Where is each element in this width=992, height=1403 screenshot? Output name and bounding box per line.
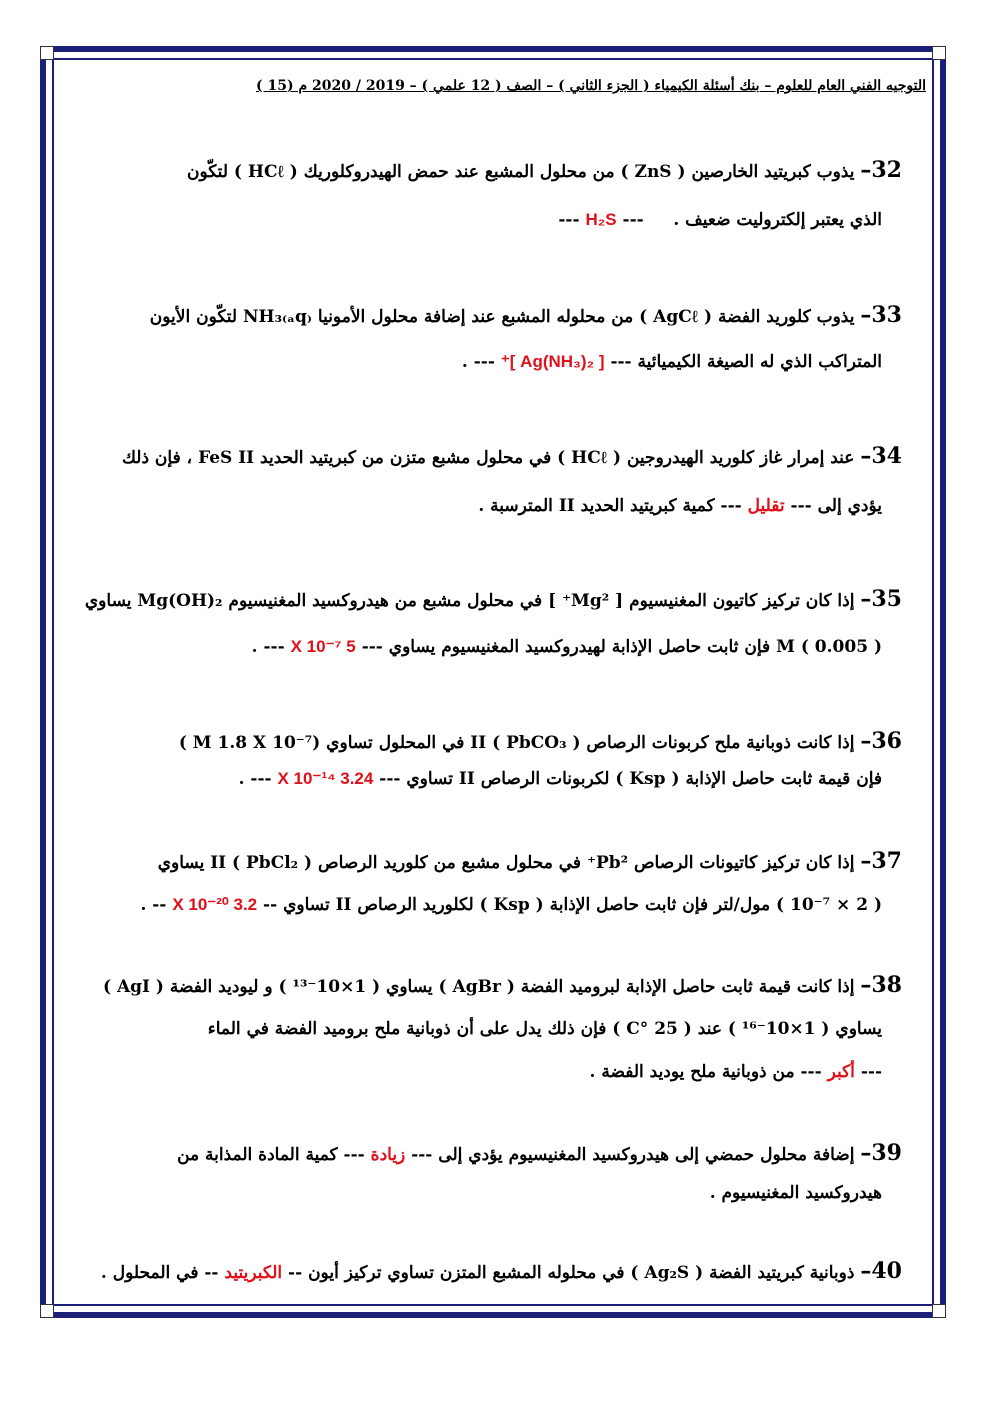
question-number: 36– [860, 728, 902, 754]
question-32-line2: الذي يعتبر إلكتروليت ضعيف . --- H₂S --- [558, 210, 882, 230]
question-38-line1: 38– إذا كانت قيمة ثابت حاصل الإذابة لبروميد الفضة ( AgBr ) يساوي ( 1×10⁻¹³ ) و ليوديد الفضة ( AgI ) [103, 972, 902, 998]
answer-39: زيادة [370, 1145, 406, 1165]
question-32-line1: 32– يذوب كبريتيد الخارصين ( ZnS ) من محلول المشبع عند حمض الهيدروكلوريك ( HCℓ ) لتكّون [187, 157, 902, 183]
page-header: التوجيه الفني العام للعلوم – بنك أسئلة الكيمياء ( الجزء الثاني ) – الصف ( 12 علمي ) – 2019 / 2020 م (15 ) [255, 78, 926, 94]
question-number: 40– [860, 1258, 902, 1284]
question-number: 35– [860, 586, 902, 612]
question-number: 33– [860, 302, 902, 328]
question-37-line1: 37– إذا كان تركيز كاتيونات الرصاص Pb²⁺ في محلول مشبع من كلوريد الرصاص II ( PbCl₂ ) يساوي [157, 848, 902, 874]
question-34-line1: 34– عند إمرار غاز كلوريد الهيدروجين ( HCℓ ) في محلول مشبع متزن من كبريتيد الحديد FeS II ، فإن ذلك [121, 443, 902, 469]
answer-32: H₂S [585, 210, 617, 229]
answer-37: 3.2 X 10⁻²⁰ [172, 895, 258, 914]
frame-corner [932, 46, 946, 60]
answer-33: [ Ag(NH₃)₂ ]⁺ [500, 352, 605, 371]
question-number: 39– [860, 1140, 902, 1166]
page-frame-inner [52, 58, 934, 1306]
answer-36: 3.24 X 10⁻¹⁴ [277, 769, 374, 788]
question-number: 34– [860, 443, 902, 469]
question-35-line2: ( 0.005 ) M فإن ثابت حاصل الإذابة لهيدروكسيد المغنيسيوم يساوي --- 5 X 10⁻⁷ --- . [251, 637, 882, 657]
frame-corner [932, 1304, 946, 1318]
question-number: 32– [860, 157, 902, 183]
answer-35: 5 X 10⁻⁷ [290, 637, 356, 656]
question-37-line2: ( 2 × 10⁻⁷ ) مول/لتر فإن ثابت حاصل الإذابة ( Ksp ) لكلوريد الرصاص II تساوي -- 3.2 X 10⁻²⁰ -- . [140, 895, 882, 915]
question-36-line1: 36– إذا كانت ذوبانية ملح كربونات الرصاص II ( PbCO₃ ) في المحلول تساوي (M 1.8 X 10⁻⁷ ) [178, 728, 902, 754]
question-38-line2: يساوي ( 1×10⁻¹⁶ ) عند ( 25 °C ) فإن ذلك يدل على أن ذوبانية ملح بروميد الفضة في الماء [207, 1019, 882, 1039]
question-36-line2: فإن قيمة ثابت حاصل الإذابة ( Ksp ) لكربونات الرصاص II تساوي --- 3.24 X 10⁻¹⁴ --- . [238, 769, 882, 789]
question-40-line1: 40– ذوبانية كبريتيد الفضة ( Ag₂S ) في محلوله المشبع المتزن تساوي تركيز أيون -- الكبريتيد -- في المحلول . [100, 1258, 902, 1284]
frame-corner [40, 46, 54, 60]
question-39-line1: 39– إضافة محلول حمضي إلى هيدروكسيد المغنيسيوم يؤدي إلى --- زيادة --- كمية المادة المذابة من [177, 1140, 902, 1166]
question-35-line1: 35– إذا كان تركيز كاتيون المغنيسيوم [ Mg²⁺ ] في محلول مشبع من هيدروكسيد المغنيسيوم Mg(OH)₂ يساوي [84, 586, 902, 612]
question-number: 37– [860, 848, 902, 874]
answer-34: تقليل [747, 496, 785, 516]
question-34-line2: يؤدي إلى --- تقليل --- كمية كبريتيد الحديد II المترسبة . [478, 496, 882, 516]
question-39-line2: هيدروكسيد المغنيسيوم . [709, 1183, 882, 1203]
answer-40: الكبريتيد [224, 1263, 283, 1283]
answer-38: أكبر [827, 1062, 855, 1082]
question-33-line2: المتراكب الذي له الصيغة الكيميائية --- [ Ag(NH₃)₂ ]⁺ --- . [461, 352, 882, 372]
frame-corner [40, 1304, 54, 1318]
question-number: 38– [860, 972, 902, 998]
question-33-line1: 33– يذوب كلوريد الفضة ( AgCℓ ) من محلوله المشبع عند إضافة محلول الأمونيا NH₃₍ₐq₎ لتكّون الأيون [149, 302, 902, 328]
question-38-line3: --- أكبر --- من ذوبانية ملح يوديد الفضة . [589, 1062, 882, 1082]
